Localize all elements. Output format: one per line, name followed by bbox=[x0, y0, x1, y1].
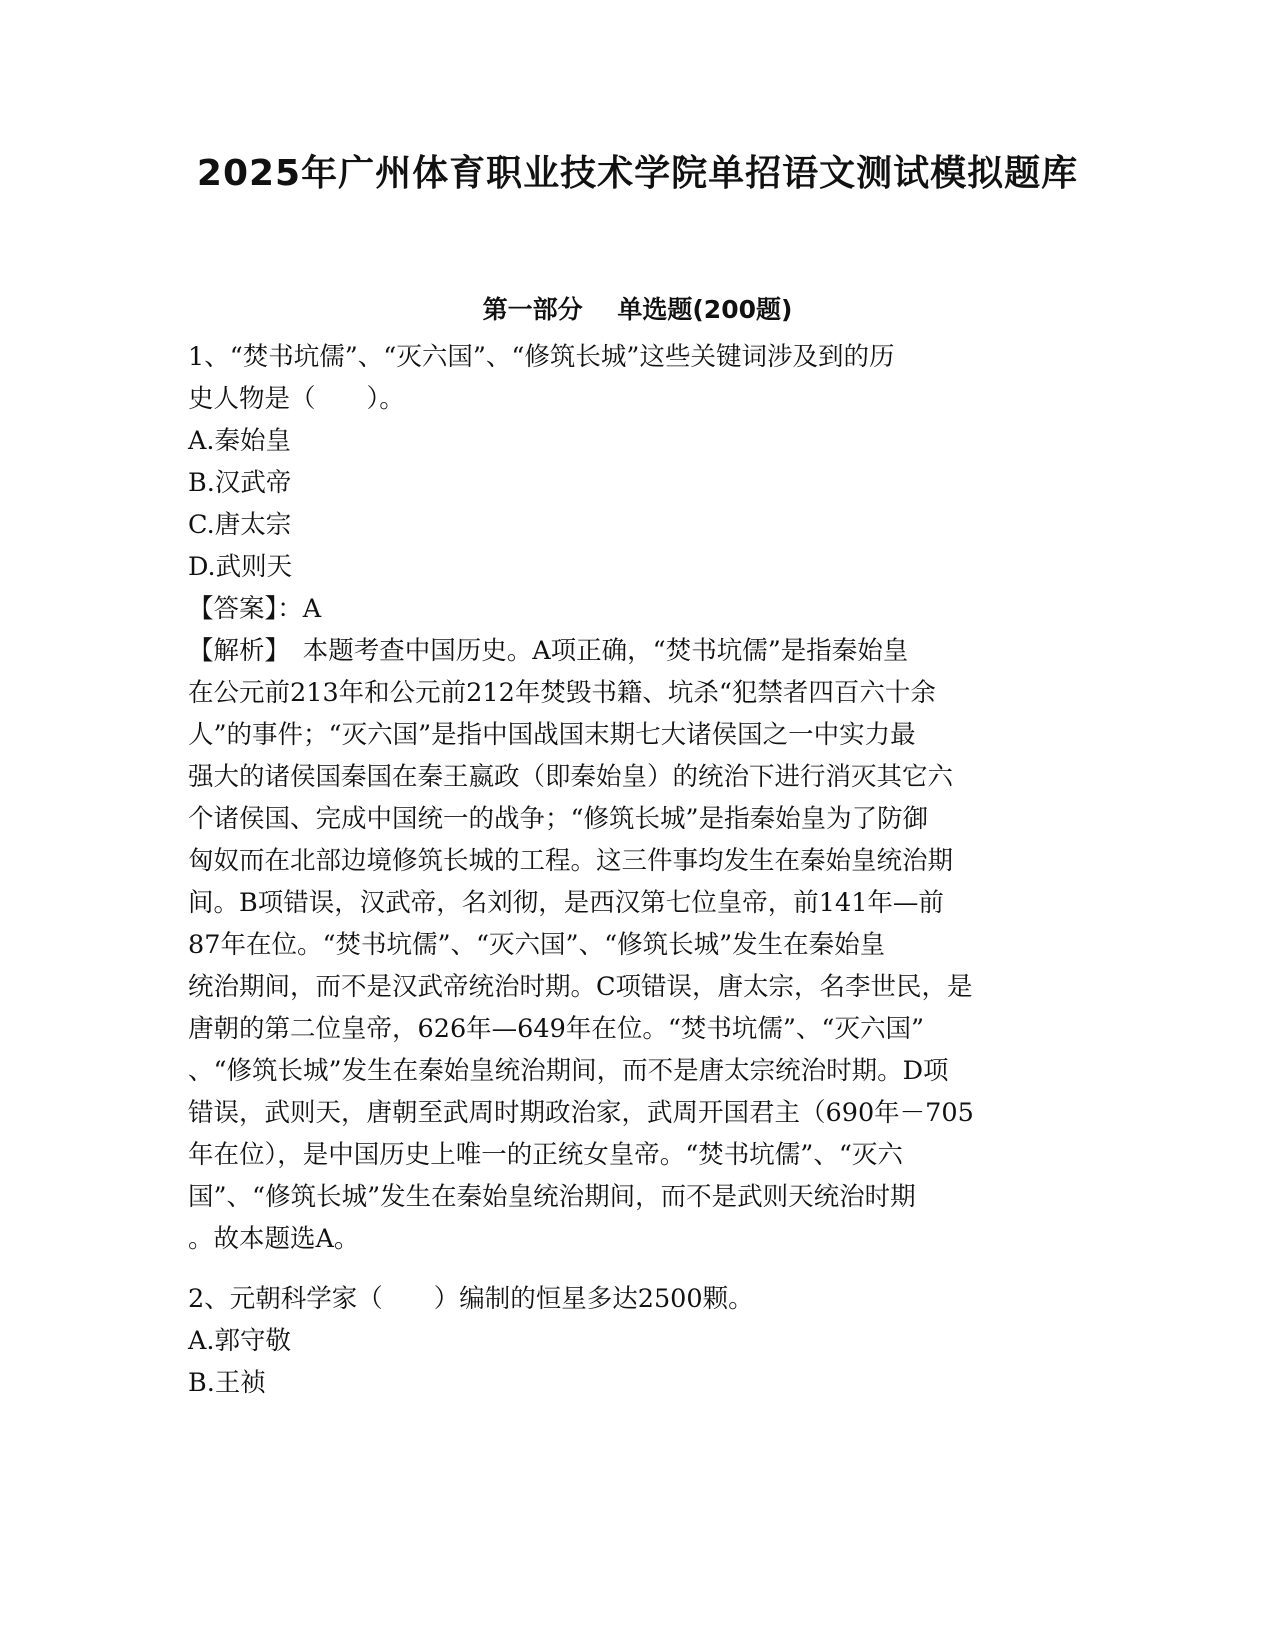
option-a: A.郭守敬 bbox=[188, 1326, 292, 1356]
analysis-line: 。故本题选A。 bbox=[188, 1224, 360, 1254]
question-stem-line: 1、“焚书坑儒”、“灭六国”、“修筑长城”这些关键词涉及到的历 bbox=[188, 342, 895, 372]
analysis-line: 错误，武则天，唐朝至武周时期政治家，武周开国君主（690年－705 bbox=[188, 1098, 974, 1128]
analysis-line: 间。B项错误，汉武帝，名刘彻，是西汉第七位皇帝，前141年—前 bbox=[188, 888, 944, 918]
question-2 bbox=[188, 1278, 1078, 1404]
document-title: 2025年广州体育职业技术学院单招语文测试模拟题库 bbox=[196, 153, 1079, 194]
option-c: C.唐太宗 bbox=[188, 510, 292, 540]
analysis-line: 年在位），是中国历史上唯一的正统女皇帝。“焚书坑儒”、“灭六 bbox=[188, 1140, 903, 1170]
analysis-line: 个诸侯国、完成中国统一的战争；“修筑长城”是指秦始皇为了防御 bbox=[188, 804, 929, 834]
analysis-line: 87年在位。“焚书坑儒”、“灭六国”、“修筑长城”发生在秦始皇 bbox=[188, 930, 886, 960]
option-b: B.汉武帝 bbox=[188, 468, 292, 498]
question-spacer bbox=[188, 1260, 1078, 1278]
analysis-line: 、“修筑长城”发生在秦始皇统治期间，而不是唐太宗统治时期。D项 bbox=[188, 1056, 949, 1086]
analysis-line: 国”、“修筑长城”发生在秦始皇统治期间，而不是武则天统治时期 bbox=[188, 1182, 916, 1212]
analysis-line: 唐朝的第二位皇帝，626年—649年在位。“焚书坑儒”、“灭六国” bbox=[188, 1014, 924, 1044]
analysis-line: 匈奴而在北部边境修筑长城的工程。这三件事均发生在秦始皇统治期 bbox=[188, 846, 954, 876]
answer-line: 【答案】：A bbox=[188, 594, 322, 624]
analysis-line: 在公元前213年和公元前212年焚毁书籍、坑杀“犯禁者四百六十余 bbox=[188, 678, 936, 708]
option-d: D.武则天 bbox=[188, 552, 293, 582]
analysis-line: 人”的事件；“灭六国”是指中国战国末期七大诸侯国之一中实力最 bbox=[188, 720, 916, 750]
question-stem-line: 史人物是（ ）。 bbox=[188, 384, 405, 414]
analysis-line: 【解析】 本题考查中国历史。A项正确，“焚书坑儒”是指秦始皇 bbox=[188, 636, 909, 666]
option-a: A.秦始皇 bbox=[188, 426, 292, 456]
question-1 bbox=[188, 336, 1078, 1260]
analysis-line: 统治期间，而不是汉武帝统治时期。C项错误，唐太宗，名李世民，是 bbox=[188, 972, 973, 1002]
question-stem-line: 2、元朝科学家（ ）编制的恒星多达2500颗。 bbox=[188, 1284, 754, 1314]
option-b: B.王祯 bbox=[188, 1368, 266, 1398]
question-list bbox=[188, 336, 1078, 1404]
section-title: 第一部分 单选题(200题) bbox=[482, 295, 793, 324]
analysis-line: 强大的诸侯国秦国在秦王嬴政（即秦始皇）的统治下进行消灭其它六 bbox=[188, 762, 954, 792]
